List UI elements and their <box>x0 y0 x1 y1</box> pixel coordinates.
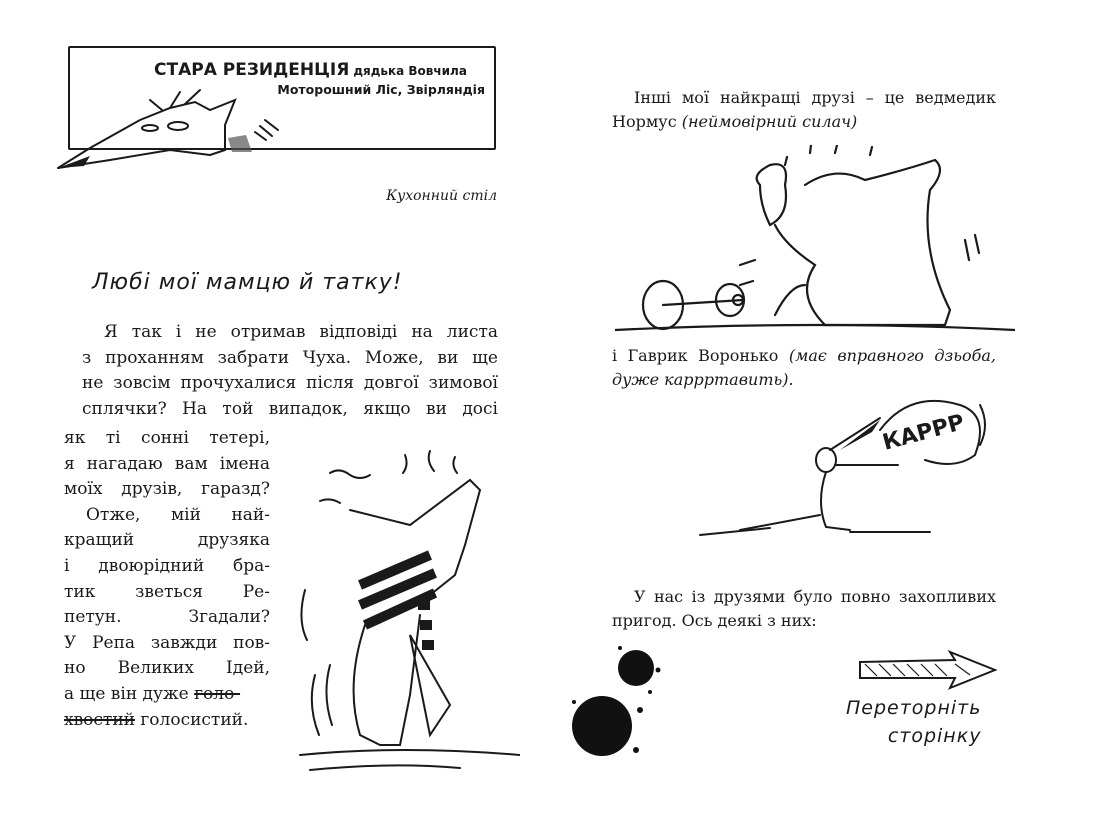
text-line: я нагадаю вам імена <box>64 453 270 474</box>
turn-page-arrow-icon <box>855 650 1000 690</box>
italic-note: (має вправного дзьоба, дуже каррртавить). <box>612 346 996 389</box>
turn-page-line-2: сторінку <box>887 725 982 747</box>
text-line: як ті сонні тетері, <box>64 428 270 448</box>
text-line: У Репа завжди пов- <box>64 632 270 653</box>
salutation: Любі мої мамцю й татку! <box>92 270 403 295</box>
text-segment: У нас із друзями було повно захопливих пригод. Ось деякі з них: <box>612 587 996 630</box>
text-segment: Інші мої найкращі друзі – це ведмедик Нормус <box>612 88 996 131</box>
ink-blot-illustration <box>560 640 680 770</box>
text-line: Отже, мій най- <box>86 504 270 525</box>
struck-word: голо- <box>194 683 241 704</box>
text-line: но Великих Ідей, <box>64 658 270 679</box>
text-line: петун. Згадали? <box>64 607 270 628</box>
right-paragraph-2 <box>612 344 996 392</box>
text-line: не зовсім прочухалися після довгої зимової <box>82 373 498 394</box>
italic-note: (неймовірний силач) <box>681 112 858 131</box>
struck-word: хвостий <box>64 709 135 730</box>
text-line: сплячки? На той випадок, якщо ви досі <box>82 398 498 419</box>
caption: Кухонний стіл <box>386 188 497 204</box>
letter-paragraph-2 <box>64 426 270 733</box>
text-line: тик зветься Ре- <box>64 581 270 602</box>
fox-with-scarf-illustration <box>290 445 520 785</box>
bear-weightlifting-illustration <box>615 145 1015 340</box>
text-segment: голосистий. <box>134 709 249 730</box>
header-title <box>154 60 467 80</box>
header-location: Моторошний Ліс, Звірляндія <box>277 82 485 97</box>
turn-page-label <box>846 694 981 750</box>
wolf-head-illustration <box>50 80 300 180</box>
turn-page-line-1: Переторніть <box>846 697 982 719</box>
right-paragraph-1 <box>612 86 996 134</box>
header-subtitle: дядька Вовчила <box>353 64 467 78</box>
crow-sound-text: КАРРР <box>880 410 968 456</box>
text-line: кращий друзяка <box>64 530 270 551</box>
text-line: і двоюрідний бра- <box>64 555 270 576</box>
letter-paragraph-1 <box>82 320 498 422</box>
text-line <box>64 708 270 734</box>
crow-cawing-illustration <box>680 390 1000 550</box>
text-line: з проханням забрати Чуха. Може, ви ще <box>82 347 498 368</box>
right-paragraph-3 <box>612 585 996 633</box>
header-title-text: СТАРА РЕЗИДЕНЦІЯ <box>154 60 350 80</box>
text-line: моїх друзів, гаразд? <box>64 479 270 500</box>
text-line <box>64 682 270 708</box>
text-line: Я так і не отримав відповіді на листа <box>104 322 498 342</box>
text-segment: а ще він дуже <box>64 683 189 704</box>
text-segment: і Гаврик Воронько <box>612 346 779 365</box>
